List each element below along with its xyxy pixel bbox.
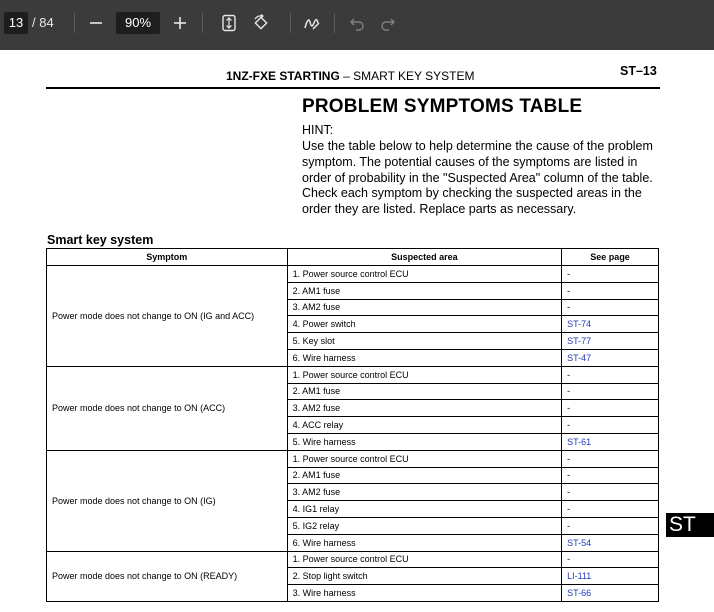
see-page-cell: - [562,400,659,417]
suspected-area-cell: 2. AM1 fuse [287,467,562,484]
see-page-cell: - [562,517,659,534]
zoom-in-button[interactable] [168,11,192,35]
hint-label: HINT: [302,123,334,137]
symptom-cell: Power mode does not change to ON (IG and ACC) [47,266,288,367]
zoom-out-button[interactable] [84,11,108,35]
table-header-row [47,249,659,266]
redo-button[interactable] [376,11,400,35]
see-page-cell: - [562,467,659,484]
suspected-area-cell: 3. Wire harness [287,585,562,602]
draw-button[interactable] [300,11,324,35]
table-row [47,266,659,283]
suspected-area-cell: 3. AM2 fuse [287,484,562,501]
suspected-area-cell: 3. AM2 fuse [287,400,562,417]
pdf-toolbar [0,0,714,50]
table-row [47,366,659,383]
toolbar-separator [290,13,291,33]
see-page-link[interactable]: ST-66 [562,585,659,602]
see-page-link[interactable]: LI-111 [562,568,659,585]
draw-icon [303,14,321,32]
suspected-area-cell: 4. IG1 relay [287,501,562,518]
pdf-page [0,50,714,612]
page-header [226,69,475,83]
col-header-symptom: Symptom [47,249,288,266]
rotate-icon [252,14,270,32]
suspected-area-cell: 4. ACC relay [287,417,562,434]
page-code: ST–13 [620,64,657,78]
symptom-cell: Power mode does not change to ON (READY) [47,551,288,601]
see-page-link[interactable]: ST-77 [562,333,659,350]
suspected-area-cell: 5. Wire harness [287,433,562,450]
see-page-link[interactable]: ST-61 [562,433,659,450]
symptom-cell: Power mode does not change to ON (ACC) [47,366,288,450]
hint-text: Use the table below to help determine the cause of the problem symptom. The potential causes of the symptoms are listed in order of probability in the "Suspected Area" column of the table. Check each symptom by checking the suspected areas in the order they are listed. Replace parts as necessary. [302,139,653,217]
header-rule [46,87,660,89]
undo-button[interactable] [345,11,369,35]
see-page-cell: - [562,266,659,283]
suspected-area-cell: 5. IG2 relay [287,517,562,534]
header-section: – SMART KEY SYSTEM [339,69,475,83]
see-page-link[interactable]: ST-47 [562,349,659,366]
suspected-area-cell: 1. Power source control ECU [287,551,562,568]
symptom-cell: Power mode does not change to ON (IG) [47,450,288,551]
suspected-area-cell: 6. Wire harness [287,349,562,366]
toolbar-separator [74,13,75,33]
suspected-area-cell: 2. AM1 fuse [287,383,562,400]
see-page-cell: - [562,551,659,568]
see-page-cell: - [562,282,659,299]
rotate-button[interactable] [249,11,273,35]
undo-icon [349,15,365,31]
table-row [47,450,659,467]
page-title: PROBLEM SYMPTOMS TABLE [302,96,583,117]
suspected-area-cell: 1. Power source control ECU [287,450,562,467]
col-header-see-page: See page [562,249,659,266]
fit-page-icon [221,14,237,32]
minus-icon [89,16,103,30]
see-page-cell: - [562,383,659,400]
suspected-area-cell: 4. Power switch [287,316,562,333]
see-page-cell: - [562,417,659,434]
fit-page-button[interactable] [217,11,241,35]
see-page-cell: - [562,366,659,383]
table-row [47,551,659,568]
suspected-area-cell: 2. AM1 fuse [287,282,562,299]
zoom-level-input[interactable]: 90% [116,12,160,34]
see-page-link[interactable]: ST-74 [562,316,659,333]
plus-icon [173,16,187,30]
redo-icon [380,15,396,31]
see-page-cell: - [562,484,659,501]
see-page-cell: - [562,299,659,316]
see-page-cell: - [562,501,659,518]
page-number-input[interactable]: 13 [4,12,28,34]
section-tab: ST [666,513,714,537]
suspected-area-cell: 3. AM2 fuse [287,299,562,316]
toolbar-separator [334,13,335,33]
header-model: 1NZ-FXE STARTING [226,69,340,83]
problem-symptoms-table [46,248,659,602]
col-header-suspected-area: Suspected area [287,249,562,266]
suspected-area-cell: 6. Wire harness [287,534,562,551]
suspected-area-cell: 5. Key slot [287,333,562,350]
suspected-area-cell: 2. Stop light switch [287,568,562,585]
page-total: / 84 [32,15,54,30]
suspected-area-cell: 1. Power source control ECU [287,366,562,383]
see-page-link[interactable]: ST-54 [562,534,659,551]
section-title: Smart key system [47,233,154,247]
suspected-area-cell: 1. Power source control ECU [287,266,562,283]
toolbar-separator [202,13,203,33]
see-page-cell: - [562,450,659,467]
